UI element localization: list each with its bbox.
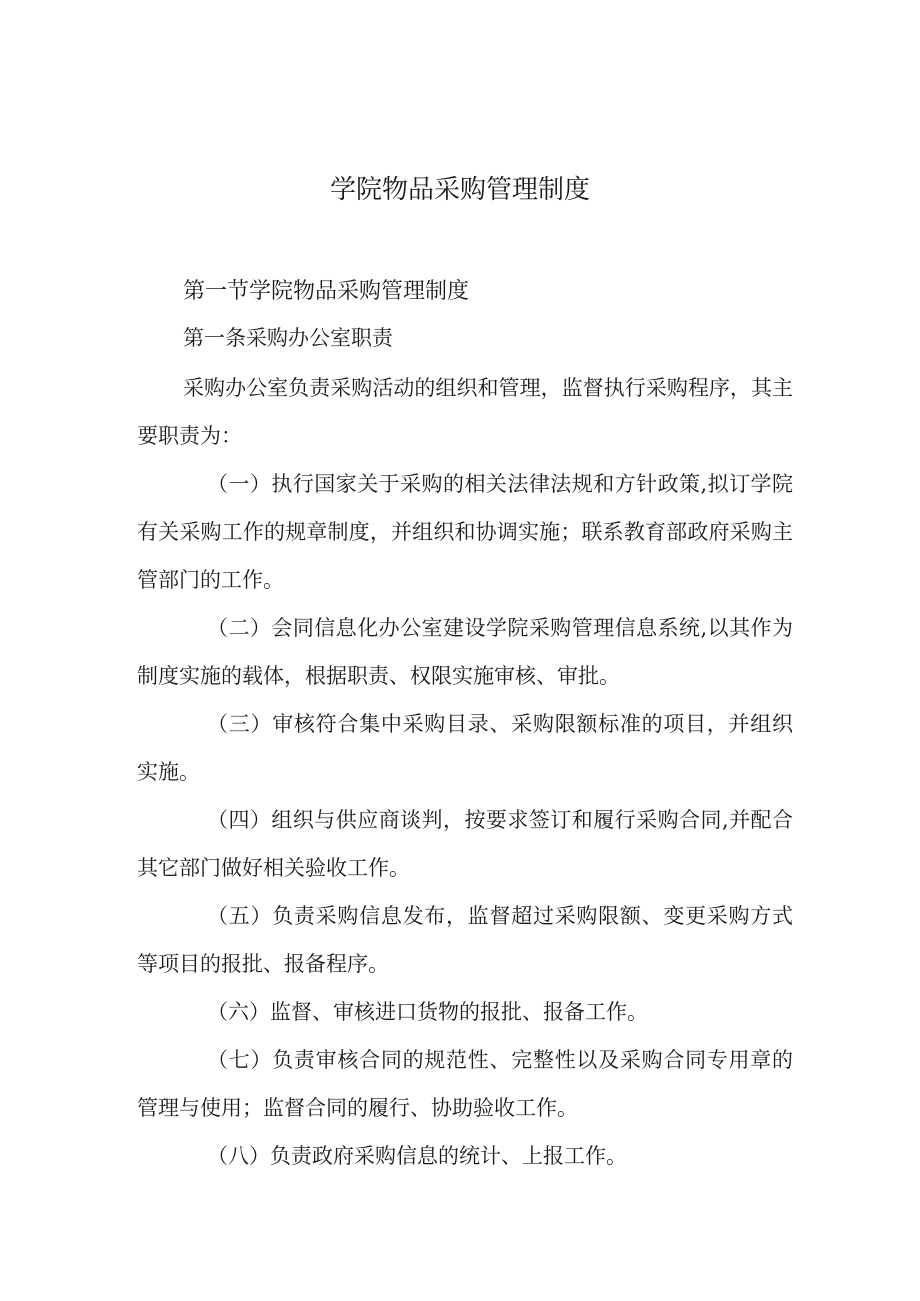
duty-item-5: （五）负责采购信息发布，监督超过采购限额、变更采购方式等项目的报批、报备程序。 <box>137 904 793 976</box>
document-title: 学院物品采购管理制度 <box>329 175 590 205</box>
document-body <box>137 364 793 1180</box>
article-heading: 第一条采购办公室职责 <box>183 326 393 350</box>
duty-item-1: （一）执行国家关于采购的相关法律法规和方针政策,拟订学院有关采购工作的规章制度，并组织和协调实施；联系教育部政府采购主管部门的工作。 <box>137 472 793 592</box>
duty-item-8: （八）负责政府采购信息的统计、上报工作。 <box>207 1144 627 1168</box>
section-heading: 第一节学院物品采购管理制度 <box>183 279 470 304</box>
duty-item-6: （六）监督、审核进口货物的报批、报备工作。 <box>207 1000 648 1024</box>
duty-item-2: （二）会同信息化办公室建设学院采购管理信息系统,以其作为制度实施的载体，根据职责、权限实施审核、审批。 <box>137 616 793 688</box>
duty-item-7: （七）负责审核合同的规范性、完整性以及采购合同专用章的管理与使用；监督合同的履行、协助验收工作。 <box>137 1048 793 1120</box>
intro-paragraph: 采购办公室负责采购活动的组织和管理，监督执行采购程序，其主要职责为： <box>137 376 793 448</box>
duty-item-4: （四）组织与供应商谈判，按要求签订和履行采购合同,并配合其它部门做好相关验收工作。 <box>137 808 793 880</box>
duty-item-3: （三）审核符合集中采购目录、采购限额标准的项目，并组织实施。 <box>137 712 793 784</box>
